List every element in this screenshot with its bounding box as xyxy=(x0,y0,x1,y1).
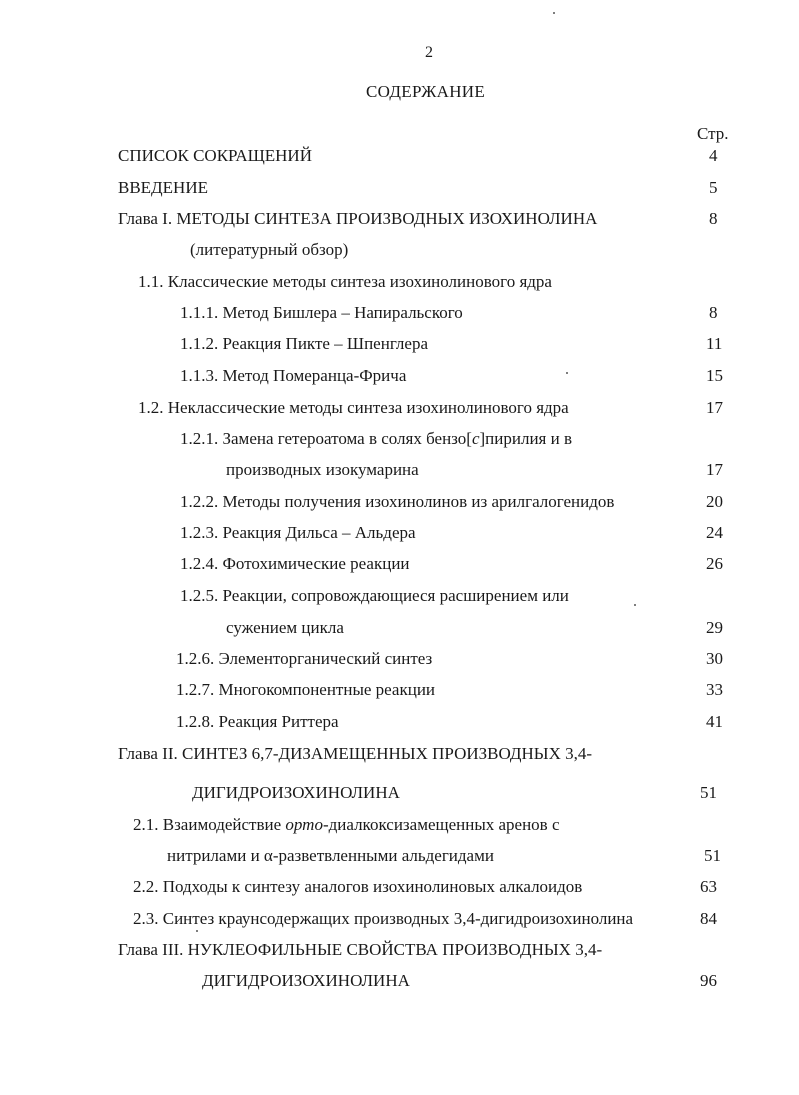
toc-entry-section: 2.2. Подходы к синтезу аналогов изохинолиновых алкалоидов xyxy=(133,877,583,896)
page-number: 2 xyxy=(425,44,434,61)
toc-page-number: 20 xyxy=(706,492,723,511)
toc-entry-section: 1.2. Неклассические методы синтеза изохинолинового ядра xyxy=(138,398,569,417)
entry-text-part: ]пирилия и в xyxy=(479,429,572,448)
scan-speck xyxy=(634,604,636,606)
toc-entry-continuation: ДИГИДРОИЗОХИНОЛИНА xyxy=(202,971,410,990)
toc-entry-chapter: Глава II. СИНТЕЗ 6,7-ДИЗАМЕЩЕННЫХ ПРОИЗВОДНЫХ 3,4- xyxy=(118,744,593,763)
scan-speck xyxy=(196,930,198,932)
toc-entry-subsection: 1.2.4. Фотохимические реакции xyxy=(180,554,410,573)
toc-entry-section: 2.3. Синтез краунсодержащих производных 3,4-дигидроизохинолина xyxy=(133,909,634,928)
toc-page-number: 29 xyxy=(706,618,723,637)
toc-page-number: 84 xyxy=(700,909,717,928)
toc-entry-section xyxy=(133,815,560,835)
toc-page-number: 11 xyxy=(706,334,723,353)
entry-text-part: 2.1. Взаимодействие xyxy=(133,815,286,834)
toc-page-number: 30 xyxy=(706,649,723,668)
toc-page-number: 41 xyxy=(706,712,723,731)
entry-text-italic: c xyxy=(471,429,480,448)
toc-title: СОДЕРЖАНИЕ xyxy=(366,82,486,101)
toc-page-number: 63 xyxy=(700,877,717,896)
toc-entry-subsection xyxy=(180,429,572,449)
toc-entry-subsection: 1.2.7. Многокомпонентные реакции xyxy=(176,680,436,699)
toc-page-number: 8 xyxy=(709,209,718,228)
entry-text-italic: орто xyxy=(285,815,323,834)
toc-entry: ВВЕДЕНИЕ xyxy=(118,178,208,197)
toc-entry-subsection: 1.2.5. Реакции, сопровождающиеся расширением или xyxy=(180,586,569,605)
toc-entry-chapter: Глава I. МЕТОДЫ СИНТЕЗА ПРОИЗВОДНЫХ ИЗОХИНОЛИНА xyxy=(118,209,598,228)
toc-page-number: 4 xyxy=(709,146,718,165)
toc-entry-continuation: сужением цикла xyxy=(226,618,344,637)
toc-page-number: 8 xyxy=(709,303,718,322)
toc-page-number: 17 xyxy=(706,460,723,479)
toc-entry-section: 1.1. Классические методы синтеза изохинолинового ядра xyxy=(138,272,552,291)
toc-entry-subsection: 1.2.2. Методы получения изохинолинов из арилгалогенидов xyxy=(180,492,615,511)
toc-entry-continuation: нитрилами и α-разветвленными альдегидами xyxy=(167,846,494,865)
entry-text-part: -диалкоксизамещенных аренов с xyxy=(322,815,560,834)
toc-entry-continuation: производных изокумарина xyxy=(226,460,419,479)
toc-entry-subsection: 1.1.2. Реакция Пикте – Шпенглера xyxy=(180,334,429,353)
toc-entry-chapter: Глава III. НУКЛЕОФИЛЬНЫЕ СВОЙСТВА ПРОИЗВОДНЫХ 3,4- xyxy=(118,940,603,959)
toc-page-number: 17 xyxy=(706,398,723,417)
toc-entry-subsection: 1.1.3. Метод Померанца-Фрича xyxy=(180,366,407,385)
page-column-header: Стр. xyxy=(697,124,729,143)
toc-page-number: 15 xyxy=(706,366,723,385)
toc-page-number: 26 xyxy=(706,554,723,573)
toc-entry: СПИСОК СОКРАЩЕНИЙ xyxy=(118,146,312,165)
toc-page-number: 96 xyxy=(700,971,717,990)
toc-entry-subsection: 1.2.3. Реакция Дильса – Альдера xyxy=(180,523,416,542)
toc-entry-continuation: (литературный обзор) xyxy=(190,240,349,259)
toc-page-number: 51 xyxy=(704,846,721,865)
toc-entry-subsection: 1.1.1. Метод Бишлера – Напиральского xyxy=(180,303,463,322)
toc-entry-subsection: 1.2.8. Реакция Риттера xyxy=(176,712,339,731)
entry-text-part: 1.2.1. Замена гетероатома в солях бензо[ xyxy=(180,429,472,448)
toc-entry-continuation: ДИГИДРОИЗОХИНОЛИНА xyxy=(192,783,400,802)
toc-page-number: 24 xyxy=(706,523,723,542)
toc-page-number: 51 xyxy=(700,783,717,802)
toc-page-number: 33 xyxy=(706,680,723,699)
toc-entry-subsection: 1.2.6. Элементорганический синтез xyxy=(176,649,433,668)
scan-speck xyxy=(566,372,568,374)
scan-speck xyxy=(553,12,555,14)
toc-page-number: 5 xyxy=(709,178,718,197)
